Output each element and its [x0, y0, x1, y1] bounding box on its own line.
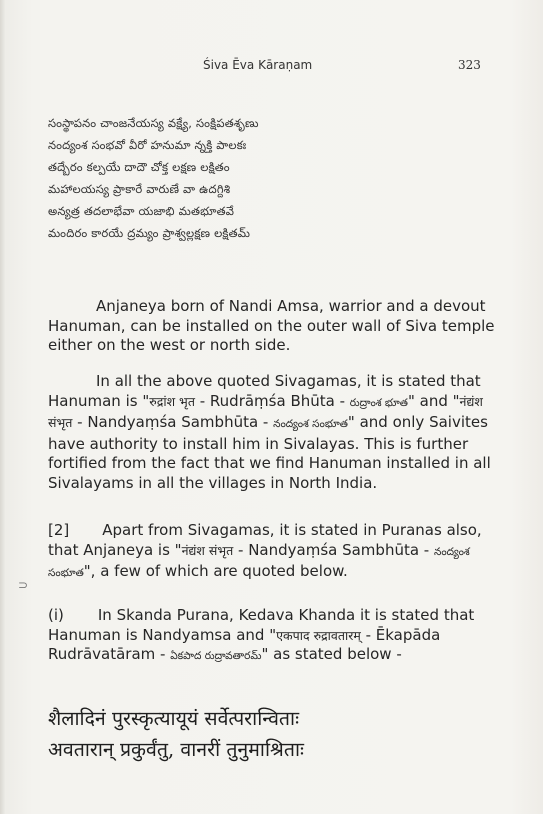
page-number: 323: [458, 58, 481, 72]
paragraph-sivagamas: [48, 372, 508, 493]
paragraph-text: - Rudrāṃśa Bhūta -: [194, 391, 350, 410]
verse-line: తద్బేరం కల్పయే దాదౌ చోక్త లక్షణ లక్షితం: [48, 160, 230, 174]
paragraph-text: ", a few of which are quoted below.: [83, 562, 348, 580]
item-number: (i): [48, 606, 64, 624]
margin-mark: ⊃: [18, 578, 29, 592]
devanagari-term: रुद्रांश भृत: [149, 393, 195, 409]
sanskrit-line: शैलादिनं पुरस्कृत्यायूयं सर्वेत्परान्विताः: [48, 707, 300, 730]
paragraph-text: - Nandyaṃśa Sambhūta -: [233, 540, 434, 559]
paragraph-anjaneya: [48, 297, 508, 356]
devanagari-term: एकपाद रुद्रावतारम्: [276, 627, 361, 643]
paragraph-text: - Nandyaṃśa Sambhūta -: [72, 413, 274, 431]
paragraph-text: In Skanda Purana, Kedava Khanda it is stated that Hanuman is Nandyamsa and ": [48, 606, 475, 644]
paragraph-text: " and only Saivites have authority to install him in Sivalayas. This is further fortified from the fact that we find Hanuman installed in all Sivalayams in all the villages in North India.: [48, 413, 491, 492]
telugu-verse-block: [48, 112, 488, 244]
paragraph-text: In all the above quoted Sivagamas, it is stated that Hanuman is ": [48, 372, 481, 410]
devanagari-term: नंद्यंश संभृत: [181, 542, 234, 558]
devanagari-term: नंद्यंश संभृत: [48, 393, 483, 430]
verse-line: మహాలయస్య ప్రాకారే వారుణే వా ఉదగ్దిశి: [48, 182, 231, 196]
verse-line: సంస్థాపనం చాంజనేయస్య వక్ష్యే, సంక్షిపతశృణు: [48, 116, 259, 130]
sanskrit-line: अवतारान् प्रकुर्वंतु, वानरीं तुनुमाश्रिताः: [48, 738, 304, 761]
running-header: [0, 58, 543, 78]
telugu-term: రుద్రాంశ భూత: [349, 396, 408, 409]
verse-line: మందిరం కారయే ద్రమ్యం ప్రాశ్వల్లక్షణ లక్షితమ్: [48, 226, 251, 240]
header-title: Śiva Ēva Kāraṇam: [203, 58, 313, 72]
paragraph-text: Anjaneya born of Nandi Amsa, warrior and a devout Hanuman, can be installed on the outer wall of Siva temple either on the west or north side.: [48, 297, 495, 354]
telugu-term: నంద్యంశ సంభూత: [48, 545, 470, 579]
paragraph-text: " and ": [407, 391, 460, 410]
paragraph-text: Apart from Sivagamas, it is stated in Puranas also, that Anjaneya is ": [48, 521, 482, 559]
paragraph-skanda-purana: [48, 606, 508, 667]
verse-line: అన్యత్ర తదలాభేవా యజాభి మతభూతవే: [48, 204, 235, 218]
paragraph-text: " as stated below -: [261, 645, 402, 663]
item-number: [2]: [48, 521, 70, 539]
verse-line: నంద్యంశ సంభవో వీరో హనుమా న్నక్తి పాలకః: [48, 138, 247, 152]
telugu-term: నంద్యంశ సంభూత: [273, 418, 348, 430]
paragraph-puranas: [48, 521, 508, 584]
page-left-edge: [0, 0, 6, 814]
telugu-term: ఏకపాద రుద్రావతారమ్: [170, 650, 262, 662]
paragraph-text: - Ēkapāda Rudrāvatāram -: [48, 625, 441, 663]
sanskrit-verse-block: [48, 703, 508, 765]
